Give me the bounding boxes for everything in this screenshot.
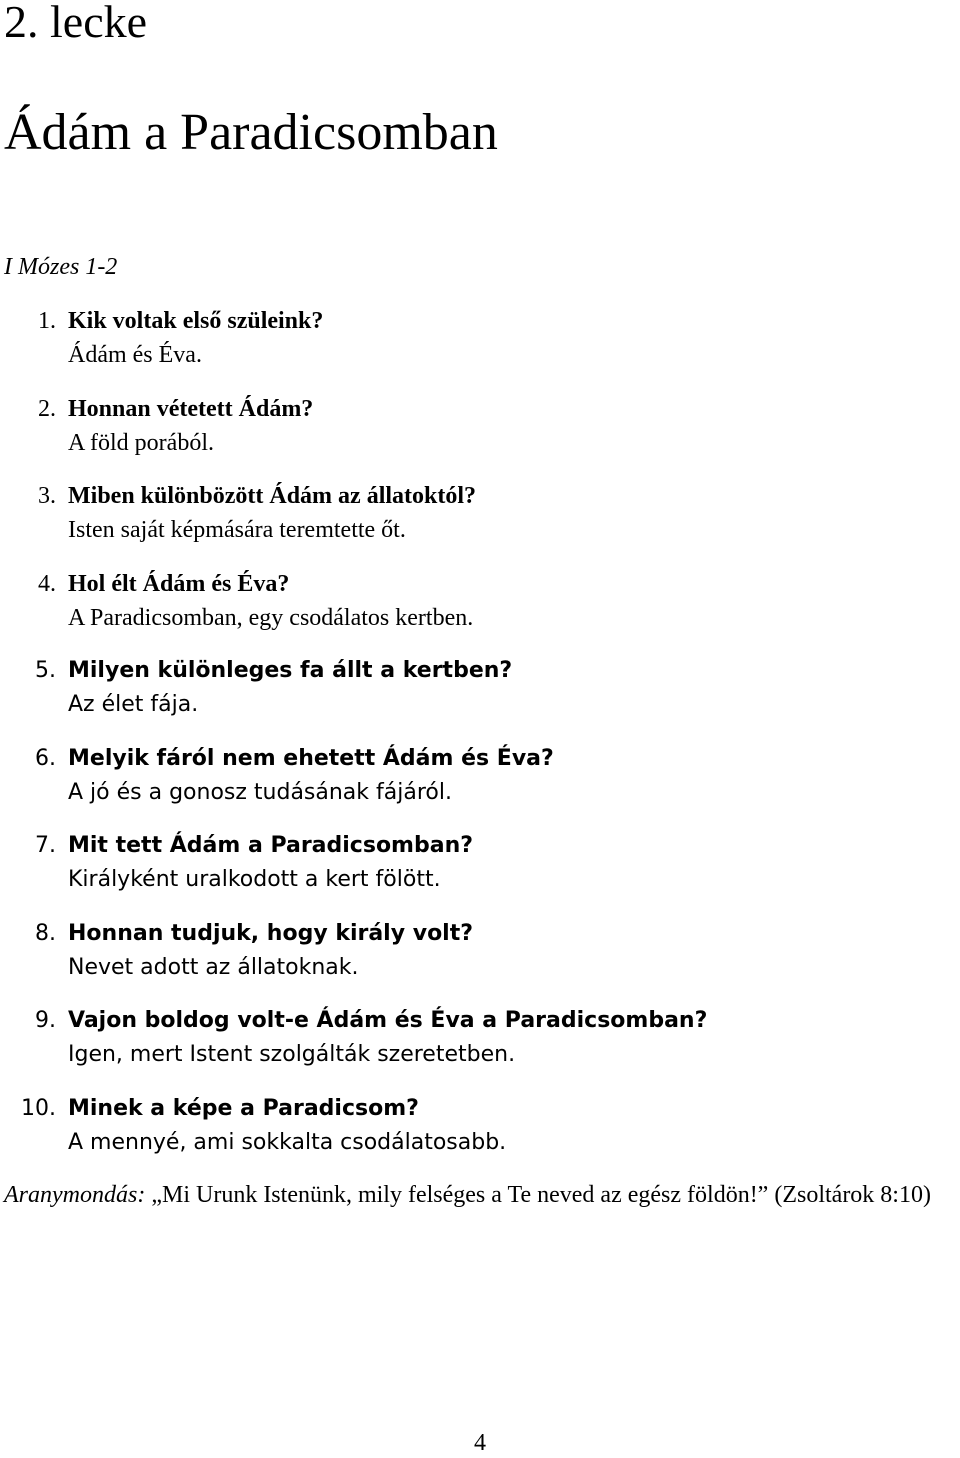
question-text: Minek a képe a Paradicsom? <box>68 1095 419 1121</box>
question-list <box>0 304 960 1179</box>
answer-text: Igen, mert Istent szolgálták szeretetben. <box>68 1042 516 1067</box>
question-text: Honnan tudjuk, hogy király volt? <box>68 920 474 946</box>
qa-item <box>0 829 960 917</box>
question-text: Honnan vétetett Ádám? <box>68 395 314 422</box>
chapter-heading: 2. lecke <box>4 0 148 47</box>
qa-item <box>0 1092 960 1180</box>
answer-text: Ádám és Éva. <box>68 342 202 368</box>
answer-text: Királyként uralkodott a kert fölött. <box>68 867 441 892</box>
question-text: Milyen különleges fa állt a kertben? <box>68 658 513 683</box>
item-number: 10. <box>21 1095 56 1121</box>
qa-item <box>0 392 960 480</box>
qa-item <box>0 917 960 1005</box>
answer-text: A mennyé, ami sokkalta csodálatosabb. <box>68 1129 507 1155</box>
item-number: 4. <box>38 570 56 597</box>
item-number: 5. <box>35 658 56 683</box>
page-title: Ádám a Paradicsomban <box>4 104 498 161</box>
answer-text: A Paradicsomban, egy csodálatos kertben. <box>68 604 474 631</box>
item-number: 1. <box>38 308 56 334</box>
question-text: Kik voltak első szüleink? <box>68 308 324 334</box>
answer-text: Nevet adott az állatoknak. <box>68 954 359 980</box>
question-text: Vajon boldog volt-e Ádám és Éva a Paradicsomban? <box>68 1008 708 1033</box>
question-text: Mit tett Ádám a Paradicsomban? <box>68 833 474 858</box>
question-text: Hol élt Ádám és Éva? <box>68 570 290 597</box>
answer-text: Isten saját képmására teremtette őt. <box>68 517 406 543</box>
qa-item <box>0 1004 960 1092</box>
item-number: 3. <box>38 483 56 509</box>
qa-item <box>0 479 960 567</box>
question-text: Miben különbözött Ádám az állatoktól? <box>68 483 477 509</box>
item-number: 8. <box>35 920 56 946</box>
answer-text: A jó és a gonosz tudásának fájáról. <box>68 779 452 805</box>
scripture-reference: I Mózes 1-2 <box>4 254 118 280</box>
golden-verse-label: Aranymondás: <box>4 1182 146 1208</box>
qa-item <box>0 304 960 392</box>
answer-text: Az élet fája. <box>68 692 199 717</box>
item-number: 6. <box>35 745 56 771</box>
qa-item <box>0 654 960 742</box>
item-number: 2. <box>38 395 56 422</box>
item-number: 7. <box>35 833 56 858</box>
golden-verse <box>4 1178 956 1212</box>
page-number: 4 <box>474 1430 486 1456</box>
qa-item <box>0 567 960 655</box>
golden-verse-text: „Mi Urunk Istenünk, mily felséges a Te neved az egész földön!” (Zsoltárok 8:10) <box>145 1182 931 1208</box>
answer-text: A föld porából. <box>68 429 214 456</box>
item-number: 9. <box>35 1008 56 1033</box>
question-text: Melyik fáról nem ehetett Ádám és Éva? <box>68 745 554 771</box>
qa-item <box>0 742 960 830</box>
